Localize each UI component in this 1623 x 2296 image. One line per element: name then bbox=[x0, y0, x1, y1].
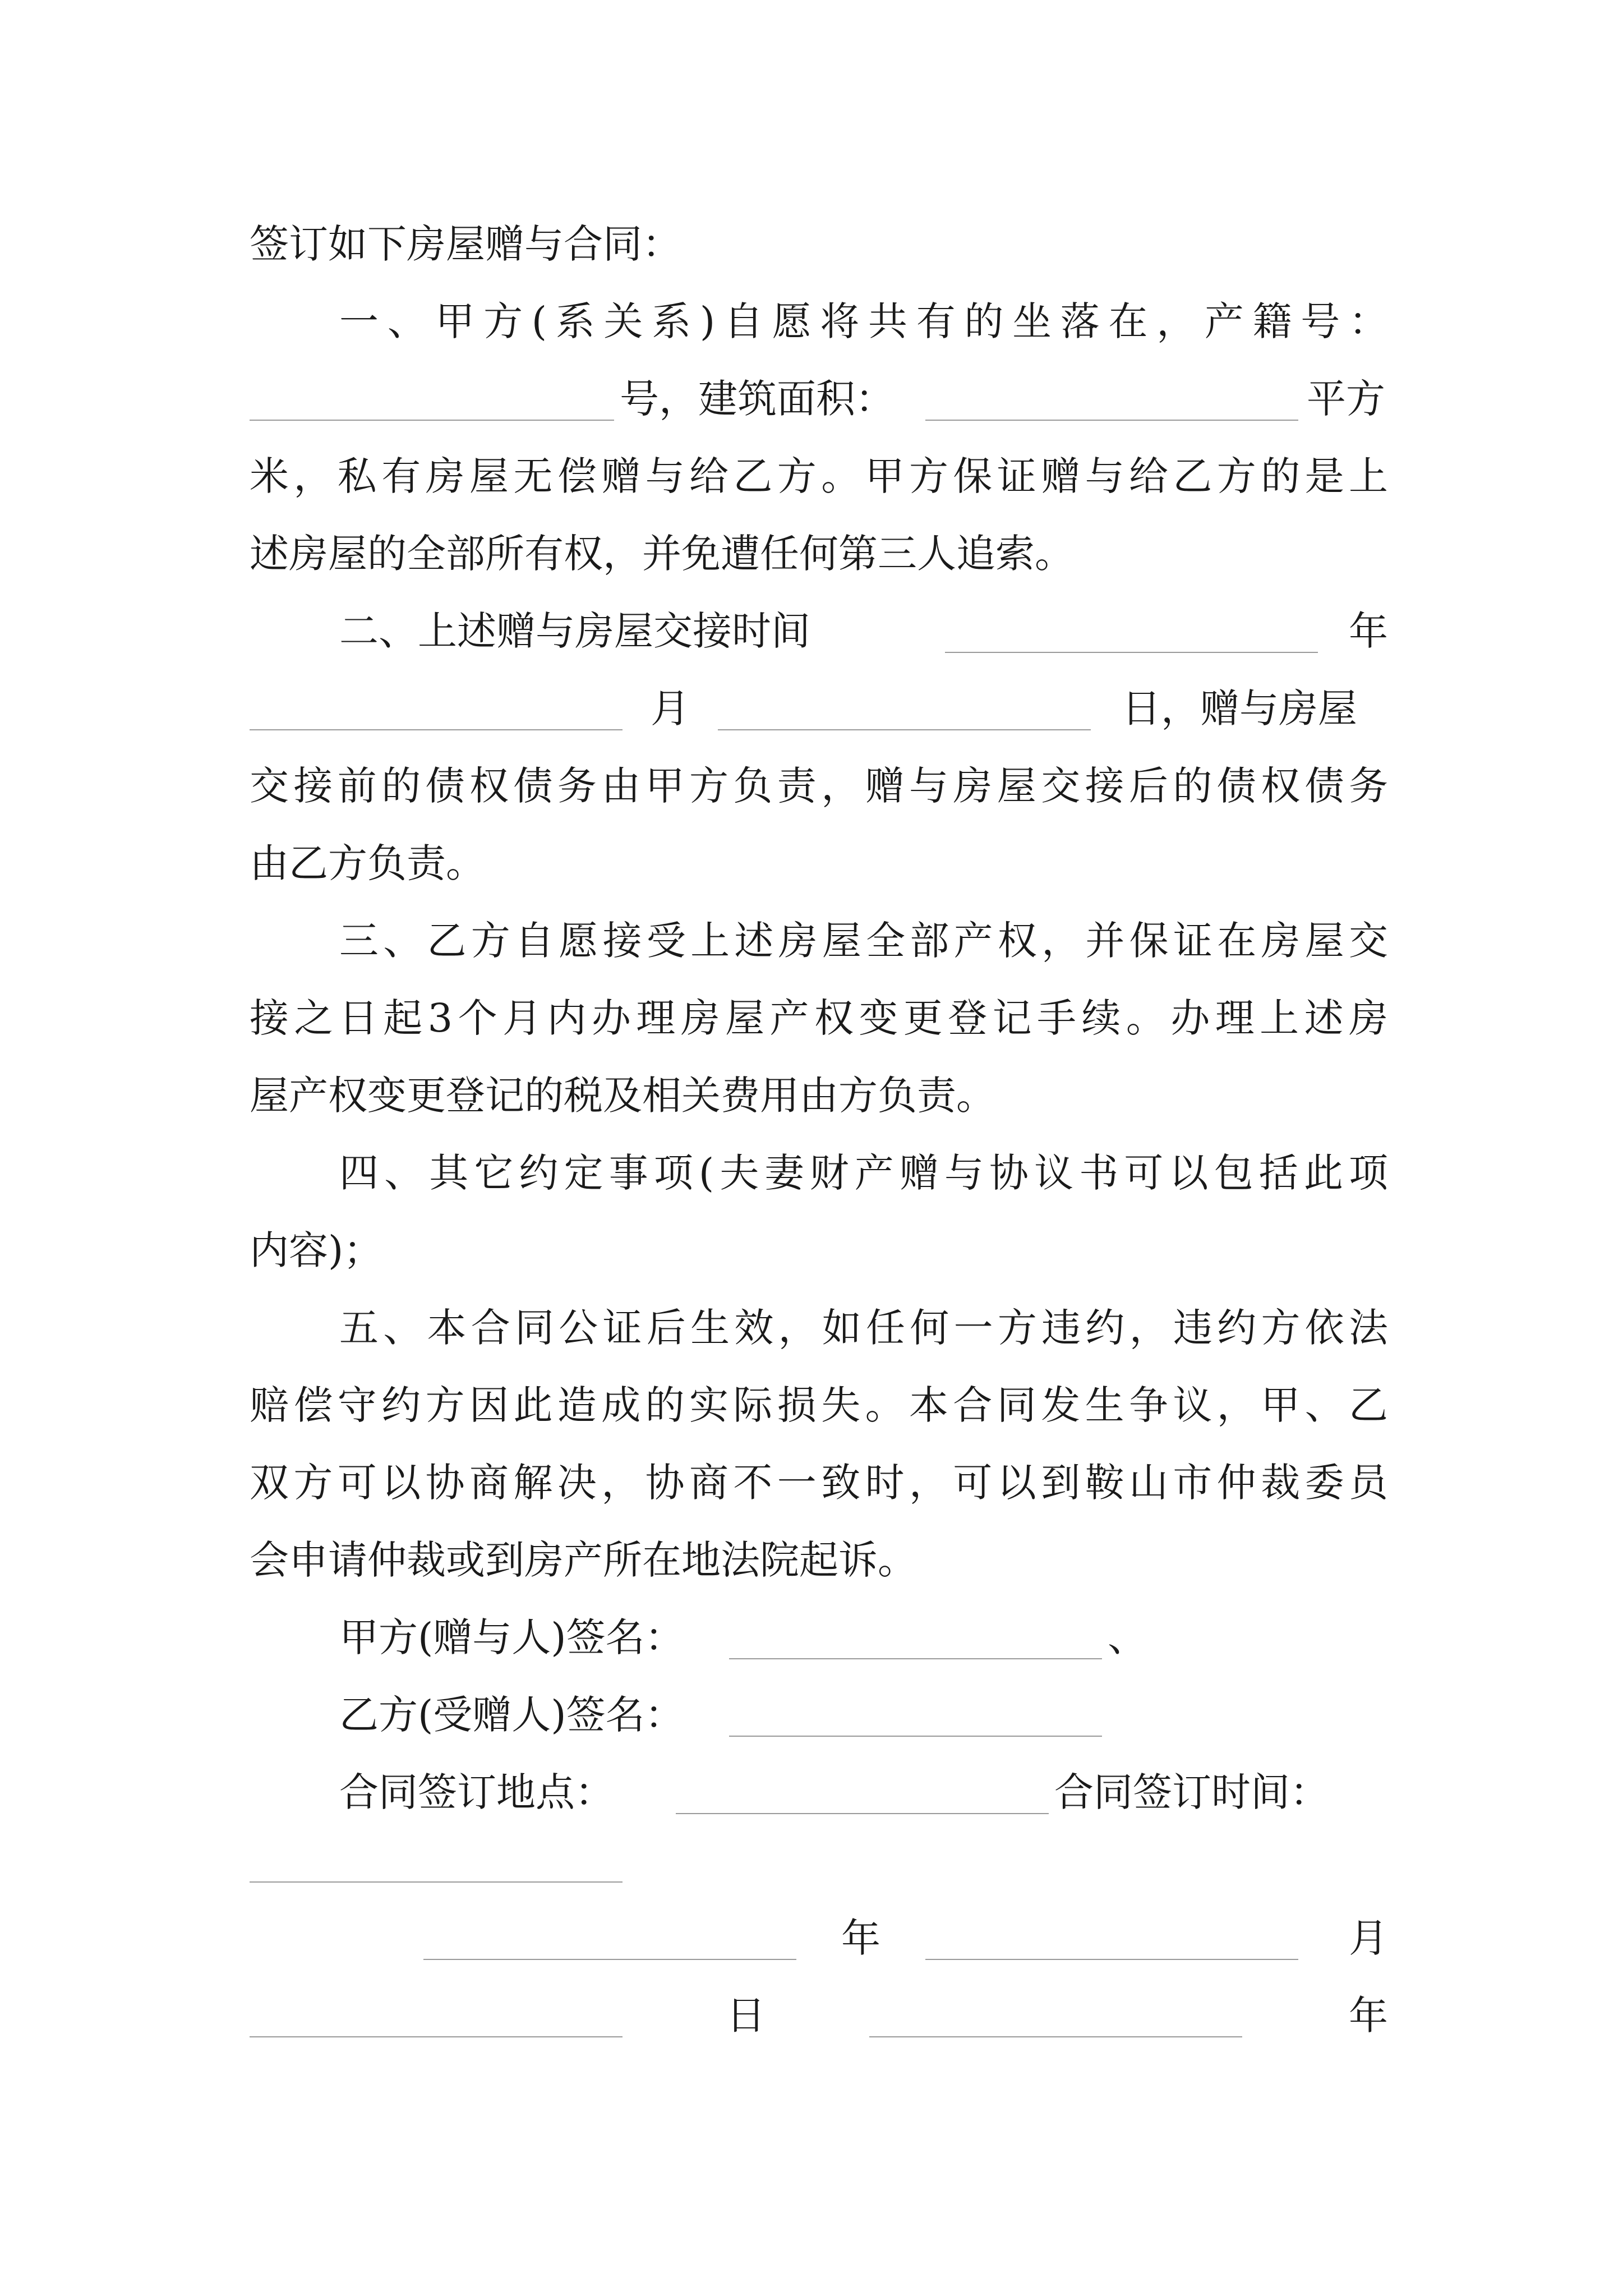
donee-signature-blank[interactable] bbox=[729, 1736, 1102, 1737]
signing-place-label: 合同签订地点： bbox=[339, 1769, 614, 1815]
clause-5-text-3: 双方可以协商解决，协商不一致时，可以到鞍山市仲裁委员 bbox=[250, 1460, 1388, 1506]
clause-5-text-4: 会申请仲裁或到房产所在地法院起诉。 bbox=[250, 1537, 917, 1583]
clause-4-text-1: 四、其它约定事项(夫妻财产赠与协议书可以包括此项 bbox=[339, 1150, 1388, 1196]
date-month-blank-1[interactable] bbox=[925, 1959, 1298, 1960]
clause-2-line-2 bbox=[0, 678, 1623, 739]
signing-time-blank-line bbox=[0, 1830, 1623, 1892]
clause-1-text-2a: 号，建筑面积： bbox=[620, 376, 895, 422]
date-line-2 bbox=[0, 1985, 1623, 2046]
donor-signature-blank[interactable] bbox=[729, 1658, 1102, 1659]
handover-day-blank[interactable] bbox=[718, 729, 1091, 730]
clause-1-line-1 bbox=[0, 291, 1623, 352]
property-number-blank[interactable] bbox=[250, 420, 614, 421]
clause-2-text-4: 由乙方负责。 bbox=[250, 840, 485, 886]
contract-intro-line bbox=[0, 213, 1623, 275]
clause-4-text-2: 内容)； bbox=[250, 1227, 383, 1273]
clause-2-line-1 bbox=[0, 600, 1623, 662]
clause-2-text-2b: 日，赠与房屋 bbox=[1122, 685, 1357, 731]
clause-2-text-1b: 年 bbox=[1349, 608, 1388, 654]
date-day-blank-2[interactable] bbox=[250, 2036, 623, 2037]
date-day-label-2: 日 bbox=[726, 1993, 766, 2039]
clause-2-line-3 bbox=[0, 755, 1623, 817]
clause-1-text-2b: 平方 bbox=[1307, 376, 1385, 422]
date-year-blank-1[interactable] bbox=[423, 1959, 796, 1960]
clause-2-line-4 bbox=[0, 832, 1623, 894]
donee-signature-line bbox=[0, 1684, 1623, 1746]
clause-1-line-2 bbox=[0, 368, 1623, 430]
clause-2-text-1a: 二、上述赠与房屋交接时间 bbox=[339, 608, 810, 654]
signing-place-blank[interactable] bbox=[676, 1813, 1049, 1814]
clause-5-line-3 bbox=[0, 1452, 1623, 1513]
clause-2-text-2a: 月 bbox=[651, 685, 690, 731]
clause-5-line-2 bbox=[0, 1374, 1623, 1436]
clause-5-line-1 bbox=[0, 1297, 1623, 1359]
clause-4-line-1 bbox=[0, 1142, 1623, 1204]
date-year-blank-2[interactable] bbox=[869, 2036, 1242, 2037]
donor-signature-label: 甲方(赠与人)签名： bbox=[339, 1614, 684, 1660]
donee-signature-label: 乙方(受赠人)签名： bbox=[339, 1692, 684, 1738]
date-month-label-1: 月 bbox=[1349, 1915, 1388, 1961]
clause-3-line-3 bbox=[0, 1065, 1623, 1126]
handover-year-blank[interactable] bbox=[945, 652, 1318, 653]
date-line-1 bbox=[0, 1907, 1623, 1969]
clause-4-line-2 bbox=[0, 1220, 1623, 1281]
contract-intro-text: 签订如下房屋赠与合同： bbox=[250, 221, 681, 267]
clause-1-text-4: 述房屋的全部所有权，并免遭任何第三人追索。 bbox=[250, 531, 1074, 577]
donor-signature-line bbox=[0, 1607, 1623, 1668]
clause-1-text-3: 米，私有房屋无偿赠与给乙方。甲方保证赠与给乙方的是上 bbox=[250, 453, 1388, 499]
clause-5-text-2: 赔偿守约方因此造成的实际损失。本合同发生争议，甲、乙 bbox=[250, 1382, 1388, 1428]
building-area-blank[interactable] bbox=[925, 420, 1298, 421]
clause-1-line-3 bbox=[0, 445, 1623, 507]
donor-signature-suffix: 、 bbox=[1108, 1614, 1147, 1660]
date-year-label-2: 年 bbox=[1349, 1993, 1388, 2039]
clause-1-text-1: 一、甲方(系关系)自愿将共有的坐落在，产籍号： bbox=[339, 298, 1388, 344]
clause-3-line-1 bbox=[0, 910, 1623, 972]
clause-3-line-2 bbox=[0, 987, 1623, 1049]
signing-time-blank[interactable] bbox=[250, 1881, 623, 1883]
clause-5-text-1: 五、本合同公证后生效，如任何一方违约，违约方依法 bbox=[339, 1305, 1388, 1351]
date-year-label-1: 年 bbox=[841, 1915, 880, 1961]
clause-3-text-3: 屋产权变更登记的税及相关费用由方负责。 bbox=[250, 1073, 995, 1119]
clause-1-line-4 bbox=[0, 523, 1623, 585]
handover-month-blank[interactable] bbox=[250, 729, 623, 730]
clause-3-text-1: 三、乙方自愿接受上述房屋全部产权，并保证在房屋交 bbox=[339, 918, 1388, 964]
clause-2-text-3: 交接前的债权债务由甲方负责，赠与房屋交接后的债权债务 bbox=[250, 763, 1388, 809]
clause-5-line-4 bbox=[0, 1529, 1623, 1591]
clause-3-text-2: 接之日起3个月内办理房屋产权变更登记手续。办理上述房 bbox=[250, 995, 1388, 1041]
signing-place-time-line bbox=[0, 1761, 1623, 1823]
signing-time-label: 合同签订时间： bbox=[1054, 1769, 1329, 1815]
